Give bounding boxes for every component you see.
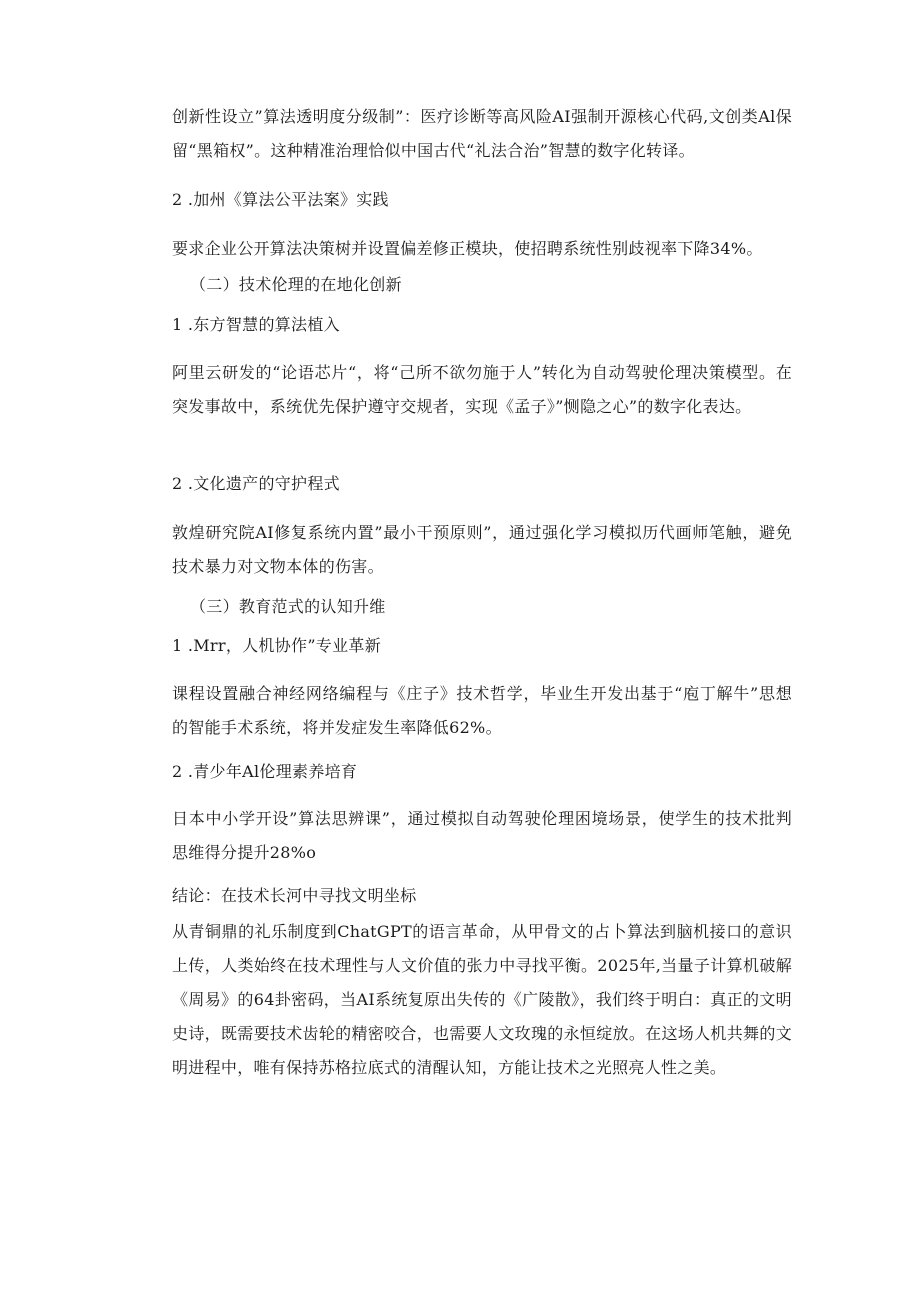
item-heritage: 2 .文化遗产的守护程式 (172, 474, 340, 493)
para-california: 要求企业公开算法决策树并设置偏差修正模块，使招聘系统性别歧视率下降34%。 (172, 239, 763, 258)
item-youth: 2 .青少年Al伦理素养培育 (172, 762, 358, 781)
conclusion-paragraph: 从青铜鼎的礼乐制度到ChatGPT的语言革命，从甲骨文的占卜算法到脑机接口的意识上传，人类始终在技术理性与人文价值的张力中寻找平衡。2025年,当量子计算机破解《周易》的64卦密码，当AI系统复原出失传的《广陵散》，我们终于明白：真正的文明史诗，既需要技术齿轮的精密咬合，也需要人文玫瑰的永恒绽放。在这场人机共舞的文明进程中，唯有保持苏格拉底式的清醒认知，方能让技术之光照亮人性之美。 (172, 922, 792, 1077)
para-mrr: 课程设置融合神经网络编程与《庄子》技术哲学，毕业生开发出基于“庖丁解牛”思想的智能手术系统，将并发症发生率降低62%。 (172, 684, 792, 737)
section-3-heading: （三）教育范式的认知升维 (190, 597, 386, 616)
item-mrr: 1 .Mrr，人机协作”专业革新 (172, 636, 382, 655)
section-2-heading: （二）技术伦理的在地化创新 (190, 275, 402, 294)
conclusion-heading: 结论：在技术长河中寻找文明坐标 (172, 886, 417, 905)
item-california: 2 .加州《算法公平法案》实践 (172, 190, 389, 209)
para-eastern-wisdom: 阿里云研发的“论语芯片“，将“己所不欲勿施于人”转化为自动驾驶伦理决策模型。在突发事故中，系统优先保护遵守交规者，实现《孟子》”恻隐之心”的数字化表达。 (172, 363, 792, 416)
intro-paragraph: 创新性设立”算法透明度分级制”：医疗诊断等高风险AI强制开源核心代码,文创类Al保留“黑箱权”。这种精准治理恰似中国古代“礼法合治”智慧的数字化转译。 (172, 107, 792, 160)
para-heritage: 敦煌研究院AI修复系统内置”最小干预原则”，通过强化学习模拟历代画师笔触，避免技术暴力对文物本体的伤害。 (172, 523, 792, 576)
item-eastern-wisdom: 1 .东方智慧的算法植入 (172, 315, 340, 334)
para-youth: 日本中小学开设”算法思辨课”，通过模拟自动驾驶伦理困境场景，使学生的技术批判思维得分提升28%o (172, 809, 792, 862)
